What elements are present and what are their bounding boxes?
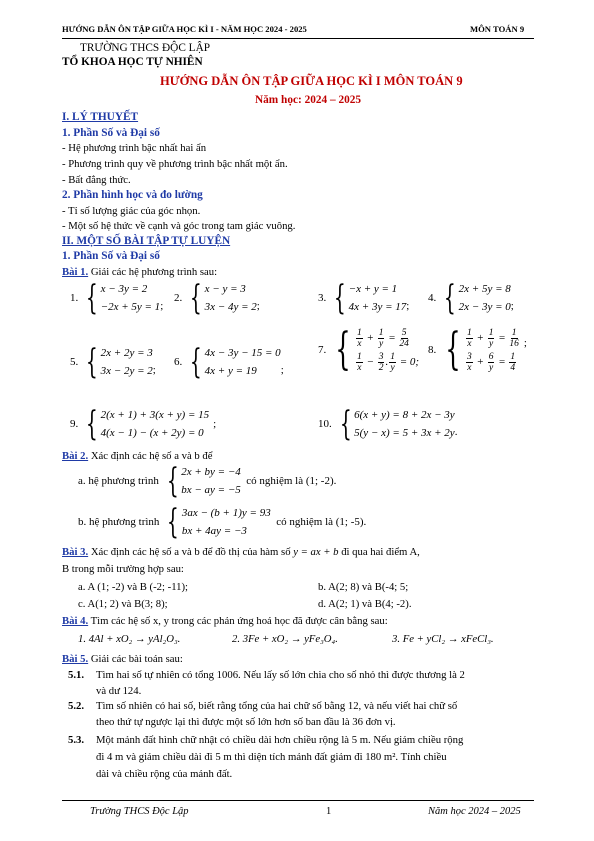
exercise-3-line2: B trong mỗi trường hợp sau: bbox=[62, 563, 184, 575]
theory-sub1: 1. Phần Số và Đại số bbox=[62, 127, 160, 139]
system-4: 4. { 2x + 5y = 8 2x − 3y = 0 ; bbox=[428, 278, 514, 318]
theory-sub2: 2. Phần hình học và đo lường bbox=[62, 189, 203, 201]
system-8: 8. { $\frac{1}{x}$ + $\frac{1}{y}$ = $\frac{1}{16}$ $\frac{3}{x}$ + $\frac{6}{y}$ = $\frac{1}{4}$ ; bbox=[428, 324, 527, 375]
header-rule bbox=[62, 38, 534, 39]
exercise-5-prompt: Bài 5. Giải các bài toán sau: bbox=[62, 653, 183, 665]
theory-item: - Phương trình quy về phương trình bậc nhất một ẩn. bbox=[62, 158, 288, 170]
system-2: 2. { x − y = 3 3x − 4y = 2 ; bbox=[174, 278, 260, 318]
theory-item: - Một số hệ thức về cạnh và góc trong tam giác vuông. bbox=[62, 220, 296, 232]
problem-5-2-number: 5.2. bbox=[68, 700, 85, 712]
system-6: 6. { 4x − 3y − 15 = 0 4x + y = 19 ; bbox=[174, 342, 284, 382]
reaction-2: 2. 3Fe + xO₂ → yFe₃O₄. bbox=[232, 633, 338, 645]
system-5: 5. { 2x + 2y = 3 3x − 2y = 2 ; bbox=[70, 342, 156, 382]
exercise-1-prompt: Bài 1. Giải các hệ phương trình sau: bbox=[62, 266, 218, 278]
exercise-4-prompt: Bài 4. Tìm các hệ số x, y trong các phản ứng hoá học đã được cân bằng sau: bbox=[62, 615, 388, 627]
exercise-3-prompt: Bài 3. Xác định các hệ số a và b để đồ thị của hàm số y = ax + b đi qua hai điểm A, bbox=[62, 546, 420, 558]
problem-5-2-line: Tìm số nhiên có hai số, biết rằng tổng của hai chữ số bằng 12, và nếu viết hai chữ số bbox=[96, 700, 458, 712]
problem-5-1-line: và dư 124. bbox=[96, 685, 142, 697]
exercises-sub1: 1. Phần Số và Đại số bbox=[62, 250, 160, 262]
problem-5-2-line: theo thứ tự ngược lại thì được một số lớn hơn số ban đầu là 36 đơn vị. bbox=[96, 716, 396, 728]
problem-5-3-line: Một mảnh đất hình chữ nhật có chiều dài hơn chiều rộng là 5 m. Nếu giảm chiều rộng bbox=[96, 734, 464, 746]
department-name: TỔ KHOA HỌC TỰ NHIÊN bbox=[62, 56, 203, 68]
theory-item: - Hệ phương trình bậc nhất hai ẩn bbox=[62, 142, 207, 154]
exercise-2a: a. hệ phương trình { 2x + by = −4 bx − ay = −5 có nghiệm là (1; -2). bbox=[78, 461, 337, 501]
footer-year: Năm học 2024 – 2025 bbox=[428, 806, 521, 817]
school-year: Năm học: 2024 – 2025 bbox=[255, 94, 362, 106]
section-exercises-heading: II. MỘT SỐ BÀI TẬP TỰ LUYỆN bbox=[62, 235, 231, 247]
problem-5-3-number: 5.3. bbox=[68, 734, 85, 746]
exercise-3-case-b: b. A(2; 8) và B(-4; 5; bbox=[318, 581, 409, 593]
problem-5-3-line: đi 4 m và giảm chiều dài đi 5 m thì diện tích mảnh đất giảm đi 180 m². Tính chiều bbox=[96, 751, 447, 763]
problem-5-1-number: 5.1. bbox=[68, 669, 85, 681]
exercise-3-case-c: c. A(1; 2) và B(3; 8); bbox=[78, 598, 168, 610]
section-theory-heading: I. LÝ THUYẾT bbox=[62, 111, 139, 123]
problem-5-1-line: Tìm hai số tự nhiên có tổng 1006. Nếu lấy số lớn chia cho số nhỏ thì được thương là 2 bbox=[96, 669, 465, 681]
running-header-right: MÔN TOÁN 9 bbox=[470, 24, 525, 34]
system-9: 9. { 2(x + 1) + 3(x + y) = 15 4(x − 1) − (x + 2y) = 0 ; bbox=[70, 404, 217, 444]
reaction-1: 1. 4Al + xO₂ → yAl₂O₃. bbox=[78, 633, 181, 645]
document-title: HƯỚNG DẪN ÔN TẬP GIỮA HỌC KÌ I MÔN TOÁN 9 bbox=[160, 74, 463, 88]
exercise-3-case-a: a. A (1; -2) và B (-2; -11); bbox=[78, 581, 189, 593]
theory-item: - Tỉ số lượng giác của góc nhọn. bbox=[62, 205, 201, 217]
exercise-3-case-d: d. A(2; 1) và B(4; -2). bbox=[318, 598, 412, 610]
page-number: 1 bbox=[326, 806, 332, 817]
exercise-2-prompt: Bài 2. Xác định các hệ số a và b để bbox=[62, 450, 213, 462]
system-1: 1. { x − 3y = 2 −2x + 5y = 1 ; bbox=[70, 278, 164, 318]
footer-school: Trường THCS Độc Lập bbox=[90, 806, 189, 817]
reaction-3: 3. Fe + yCl₂ → xFeCl₃. bbox=[392, 633, 494, 645]
school-name: TRƯỜNG THCS ĐỘC LẬP bbox=[80, 42, 211, 54]
system-10: 10. { 6(x + y) = 8 + 2x − 3y 5(y − x) = 5 + 3x + 2y . bbox=[318, 404, 458, 444]
system-3: 3. { −x + y = 1 4x + 3y = 17 ; bbox=[318, 278, 410, 318]
theory-item: - Bất đẳng thức. bbox=[62, 174, 131, 186]
problem-5-3-line: dài và chiều rộng của mảnh đất. bbox=[96, 768, 233, 780]
footer-rule bbox=[62, 800, 534, 801]
system-7: 7. { $\frac{1}{x}$ + $\frac{1}{y}$ = $\frac{5}{24}$ $\frac{1}{x}$ − $\frac{3}{2}$ . $\frac{1}{y}$ = 0; bbox=[318, 324, 420, 375]
running-header-left: HƯỚNG DẪN ÔN TẬP GIỮA HỌC KÌ I - NĂM HỌC 2024 - 2025 bbox=[62, 24, 307, 34]
exercise-2b: b. hệ phương trình { 3ax − (b + 1)y = 93 bx + 4ay = −3 có nghiệm là (1; -5). bbox=[78, 502, 367, 542]
